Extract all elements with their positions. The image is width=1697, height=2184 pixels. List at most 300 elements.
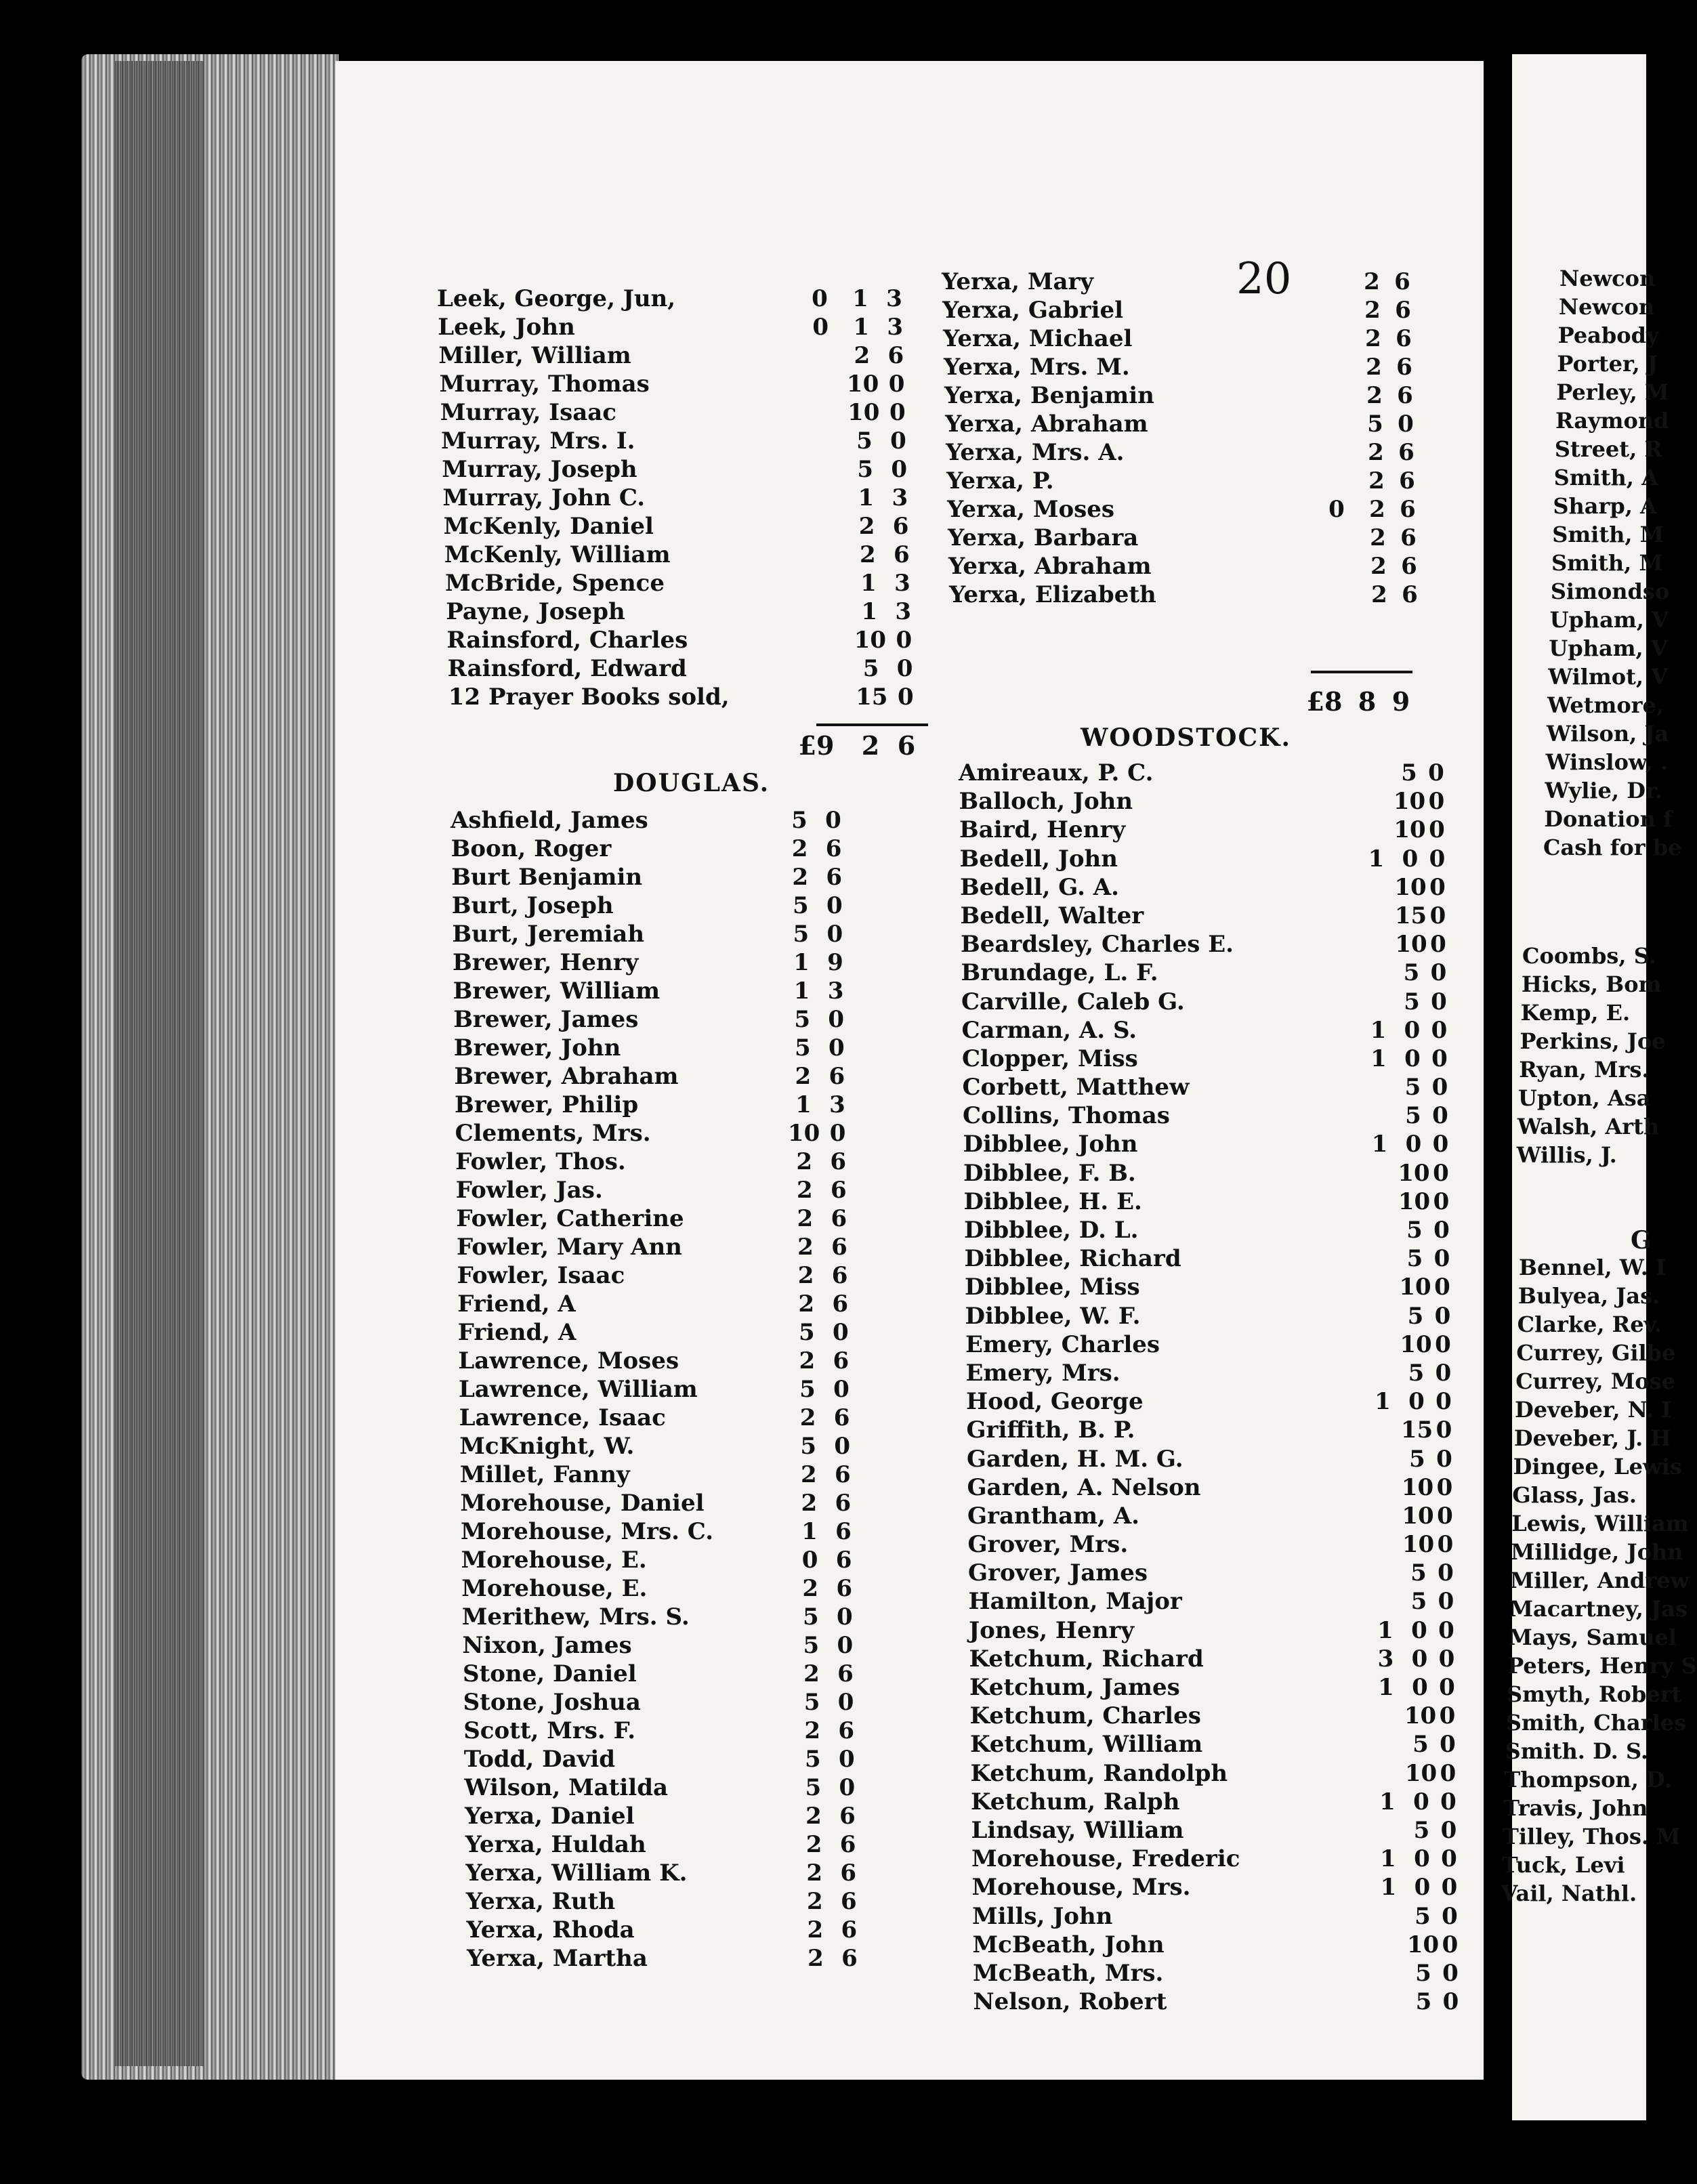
facing-page-name: Hicks, Bom: [1521, 971, 1662, 997]
amount-shillings: 1: [858, 484, 875, 511]
amount-pence: 0: [829, 1120, 846, 1147]
facing-page-name: Lewis, William: [1511, 1511, 1689, 1536]
subscriber-row: [964, 1244, 1450, 1273]
left-page: [335, 61, 1484, 2080]
amount-shillings: 10: [787, 1120, 820, 1147]
amount-pence: 0: [1398, 411, 1414, 438]
amount-pence: 3: [886, 285, 902, 312]
facing-page-name: Cash for be: [1543, 835, 1682, 860]
amount-pence: 3: [887, 314, 904, 341]
subscriber-name: Murray, Isaac: [440, 399, 616, 426]
amount-shillings: 10: [1406, 1931, 1440, 1958]
facing-page-heading: G: [1631, 1226, 1653, 1255]
amount-pence: 6: [892, 513, 909, 540]
total-shillings: 2: [861, 730, 880, 761]
subscriber-row: [960, 902, 1446, 930]
amount-shillings: 2: [805, 1803, 822, 1830]
subscriber-row: [969, 1645, 1455, 1673]
amount-pence: 6: [835, 1518, 852, 1545]
amount-shillings: 10: [1401, 1473, 1434, 1501]
amount-shillings: 0: [1413, 1788, 1429, 1815]
amount-shillings: 10: [1402, 1531, 1435, 1559]
facing-page-name: Peabody: [1557, 322, 1659, 348]
amount-shillings: 5: [804, 1746, 821, 1773]
amount-pence: 0: [1442, 1931, 1459, 1958]
facing-page-name: Coombs, S.: [1522, 943, 1656, 969]
amount-pounds: 1: [1377, 1616, 1394, 1644]
amount-pence: 6: [1402, 581, 1418, 608]
amount-pence: 6: [836, 1575, 853, 1602]
amount-pence: 6: [835, 1547, 852, 1574]
amount-shillings: 0: [1414, 1845, 1430, 1873]
facing-page: [1501, 54, 1697, 2120]
amount-shillings: 5: [794, 1006, 811, 1033]
subscriber-row: [967, 1530, 1454, 1559]
amount-shillings: 5: [793, 921, 810, 948]
subscriber-name: Corbett, Matthew: [962, 1074, 1190, 1101]
subscriber-name: Nixon, James: [462, 1632, 632, 1659]
facing-page-name: Ryan, Mrs.: [1519, 1057, 1650, 1083]
subscriber-name: Yerxa, Gabriel: [942, 297, 1124, 324]
amount-shillings: 2: [800, 1461, 817, 1488]
subscriber-row: [973, 1988, 1459, 2016]
amount-shillings: 2: [798, 1290, 815, 1318]
subscriber-row: [442, 484, 908, 512]
amount-pence: 0: [1433, 1217, 1450, 1244]
section-heading-woodstock: WOODSTOCK.: [1081, 723, 1291, 752]
amount-pounds: 0: [812, 314, 829, 341]
subscriber-row: [971, 1845, 1457, 1873]
subscriber-row: [465, 1830, 938, 1859]
amount-pence: 6: [1396, 354, 1412, 381]
amount-pence: 0: [1439, 1674, 1455, 1701]
amount-pence: 0: [836, 1603, 853, 1631]
amount-pounds: 1: [1371, 1131, 1388, 1158]
amount-shillings: 2: [1370, 553, 1387, 580]
amount-pence: 0: [1431, 988, 1447, 1015]
facing-page-name: Perley, M: [1556, 379, 1669, 405]
amount-shillings: 2: [1365, 325, 1381, 352]
amount-shillings: 2: [1364, 297, 1381, 324]
amount-pence: 0: [1436, 1445, 1452, 1473]
subscriber-column-right: [942, 268, 1418, 609]
amount-pence: 0: [1438, 1559, 1454, 1587]
amount-pence: 6: [841, 1916, 858, 1944]
facing-page-name: Deveber, J. H: [1513, 1425, 1671, 1451]
amount-pence: 6: [834, 1461, 851, 1488]
subscriber-row: [944, 381, 1413, 410]
subscriber-row: [943, 324, 1412, 353]
subscriber-name: Ketchum, Ralph: [971, 1788, 1180, 1815]
amount-shillings: 10: [1394, 816, 1426, 844]
subscriber-name: Ashfield, James: [451, 807, 648, 834]
amount-pence: 0: [1432, 1131, 1449, 1158]
subscriber-name: Yerxa, Elizabeth: [949, 581, 1156, 608]
amount-pence: 0: [826, 892, 843, 919]
subscriber-row: [960, 873, 1446, 902]
amount-shillings: 2: [805, 1831, 822, 1858]
subscriber-name: McBeath, Mrs.: [973, 1959, 1164, 1987]
amount-shillings: 2: [795, 1063, 812, 1090]
facing-page-name: Upham, V: [1549, 635, 1668, 661]
facing-page-name: Macartney, Jas: [1509, 1596, 1688, 1622]
amount-pounds: 1: [1370, 1045, 1387, 1072]
amount-shillings: 0: [1411, 1645, 1428, 1673]
subscriber-row: [456, 1176, 938, 1204]
subscriber-row: [946, 438, 1415, 467]
facing-page-name: Smith. D. S.: [1505, 1738, 1649, 1764]
subscriber-row: [965, 1273, 1450, 1301]
subscriber-name: McKnight, W.: [459, 1433, 635, 1460]
subscriber-name: Yerxa, Daniel: [465, 1803, 635, 1830]
facing-page-list-top: [1543, 264, 1682, 862]
amount-pence: 0: [1430, 931, 1446, 959]
facing-page-name: Millidge, John: [1511, 1539, 1683, 1565]
subscriber-name: Ketchum, Randolph: [970, 1759, 1228, 1787]
facing-page-name: Perkins, Joe: [1520, 1028, 1666, 1054]
subscriber-row: [944, 353, 1412, 381]
amount-shillings: 5: [794, 1034, 811, 1062]
book-spine-shadow: [115, 61, 203, 2066]
subscriber-row: [459, 1404, 938, 1432]
amount-pence: 0: [890, 427, 906, 455]
amount-shillings: 2: [806, 1860, 823, 1887]
subscriber-row: [464, 1745, 938, 1773]
amount-shillings: 10: [1404, 1702, 1437, 1730]
subscriber-name: Dibblee, Richard: [964, 1245, 1181, 1273]
amount-shillings: 0: [801, 1547, 818, 1574]
subscriber-row: [962, 1045, 1448, 1073]
amount-shillings: 5: [805, 1774, 822, 1801]
subscriber-name: Lawrence, Isaac: [459, 1404, 666, 1431]
amount-pence: 0: [1442, 1988, 1459, 2016]
subscriber-row: [968, 1587, 1454, 1616]
subscriber-row: [438, 313, 904, 341]
amount-pence: 6: [1396, 325, 1412, 352]
facing-page-name: Wylie, Dr.: [1545, 778, 1662, 803]
subscriber-name: Yerxa, Abraham: [945, 411, 1148, 438]
subscriber-row: [959, 816, 1445, 844]
subscriber-row: [455, 1091, 938, 1119]
amount-shillings: 5: [1404, 1074, 1421, 1101]
subscriber-row: [946, 467, 1415, 495]
subscriber-row: [466, 1887, 938, 1916]
amount-shillings: 2: [797, 1262, 814, 1289]
amount-pence: 0: [1429, 816, 1445, 844]
facing-page-name: Walsh, Arth: [1517, 1114, 1660, 1139]
amount-shillings: 5: [1410, 1588, 1427, 1616]
subscriber-name: Brundage, L. F.: [961, 959, 1158, 987]
amount-pence: 6: [841, 1945, 858, 1972]
amount-pence: 6: [825, 835, 842, 862]
subscriber-name: Scott, Mrs. F.: [463, 1717, 636, 1744]
amount-shillings: 10: [1398, 1188, 1431, 1215]
amount-shillings: 2: [806, 1888, 823, 1915]
subscriber-row: [965, 1302, 1451, 1330]
subscriber-name: Yerxa, Barbara: [948, 524, 1139, 551]
amount-pence: 0: [891, 456, 908, 483]
page-number: 20: [1236, 254, 1292, 304]
subscriber-row: [963, 1130, 1449, 1158]
subscriber-name: Burt Benjamin: [451, 864, 643, 891]
amount-shillings: 15: [856, 684, 888, 711]
amount-pence: 6: [1401, 553, 1417, 580]
facing-page-name: Smith, A: [1553, 465, 1658, 490]
subscriber-name: Fowler, Jas.: [455, 1177, 603, 1204]
facing-page-name: Winslow, .: [1545, 749, 1669, 775]
douglas-list: [451, 806, 938, 1973]
subscriber-row: [463, 1688, 938, 1717]
subscriber-name: Yerxa, William K.: [465, 1860, 688, 1887]
subscriber-name: Dibblee, W. F.: [965, 1302, 1141, 1330]
subscriber-row: [461, 1517, 938, 1546]
amount-pence: 6: [1400, 524, 1417, 551]
subscriber-row: [942, 296, 1411, 324]
amount-shillings: 2: [803, 1660, 820, 1687]
amount-shillings: 2: [854, 342, 871, 369]
facing-page-name: Dingee, Lewis: [1513, 1454, 1682, 1479]
subscriber-name: Yerxa, Martha: [467, 1945, 648, 1972]
subscriber-row: [971, 1788, 1457, 1816]
subscriber-name: Dibblee, Miss: [965, 1274, 1140, 1301]
subscriber-row: [972, 1931, 1459, 1959]
subscriber-name: Emery, Mrs.: [965, 1359, 1120, 1387]
facing-page-name: Currey, Gilbe: [1516, 1340, 1676, 1366]
amount-shillings: 2: [807, 1916, 824, 1944]
subscriber-name: Morehouse, Daniel: [460, 1490, 705, 1517]
amount-pence: 0: [897, 684, 914, 711]
facing-page-name: Porter, J: [1557, 351, 1658, 377]
subscriber-name: Yerxa, Abraham: [948, 553, 1152, 580]
amount-pence: 0: [837, 1689, 854, 1716]
amount-pence: 6: [840, 1860, 857, 1887]
subscriber-row: [959, 759, 1444, 787]
total-rule-left: [816, 723, 928, 726]
subscriber-row: [964, 1216, 1450, 1244]
amount-shillings: 2: [1368, 439, 1384, 466]
subscriber-name: Carville, Caleb G.: [961, 988, 1185, 1015]
total-rule-right: [1311, 671, 1412, 673]
subscriber-row: [451, 806, 938, 835]
amount-shillings: 2: [804, 1717, 821, 1744]
subscriber-name: Rainsford, Charles: [446, 627, 688, 654]
subscriber-row: [973, 1959, 1459, 1988]
subscriber-name: Burt, Jeremiah: [452, 921, 645, 948]
subscriber-row: [961, 930, 1446, 959]
amount-shillings: 2: [799, 1347, 816, 1374]
subscriber-name: Morehouse, Mrs.: [971, 1874, 1191, 1902]
subscriber-row: [461, 1546, 938, 1574]
subscriber-name: Ketchum, Charles: [969, 1702, 1201, 1730]
subscriber-name: Murray, Thomas: [439, 371, 650, 398]
amount-pence: 0: [839, 1774, 856, 1801]
amount-shillings: 10: [846, 371, 879, 398]
subscriber-row: [966, 1416, 1452, 1444]
total-pounds: £9: [798, 730, 835, 761]
subscriber-row: [942, 268, 1410, 296]
facing-page-name: Wilmot, V: [1548, 664, 1668, 690]
total-pounds: £8: [1306, 686, 1343, 717]
subscriber-row: [948, 552, 1417, 581]
amount-pence: 0: [1436, 1416, 1452, 1444]
subscriber-name: Stone, Daniel: [463, 1660, 637, 1687]
facing-page-name: Wetmore,: [1547, 692, 1664, 718]
subscriber-row: [971, 1873, 1458, 1902]
amount-shillings: 5: [1410, 1559, 1427, 1587]
subscriber-name: McKenly, William: [444, 541, 671, 568]
amount-pence: 3: [892, 484, 908, 511]
facing-page-name: Glass, Jas.: [1512, 1482, 1637, 1508]
subscriber-name: Burt, Joseph: [451, 892, 614, 919]
amount-shillings: 5: [1408, 1359, 1425, 1387]
amount-pence: 0: [1438, 1588, 1454, 1616]
subscriber-row: [451, 835, 938, 863]
amount-pence: 0: [1441, 1845, 1457, 1873]
subscriber-row: [959, 845, 1446, 873]
facing-page-name: Miller, Andrew: [1509, 1568, 1690, 1593]
amount-shillings: 0: [1408, 1388, 1425, 1416]
amount-shillings: 2: [859, 541, 876, 568]
amount-shillings: 5: [1413, 1816, 1430, 1844]
amount-shillings: 1: [852, 285, 868, 312]
amount-pounds: 1: [1380, 1845, 1396, 1873]
subscriber-name: Leek, John: [438, 314, 575, 341]
facing-page-name: Sharp, A: [1553, 493, 1657, 519]
amount-shillings: 0: [1414, 1874, 1431, 1902]
amount-pence: 0: [1433, 1188, 1450, 1215]
subscriber-row: [463, 1660, 938, 1688]
amount-pence: 0: [1439, 1702, 1456, 1730]
amount-pence: 0: [1440, 1731, 1456, 1759]
subscriber-name: Clements, Mrs.: [455, 1120, 651, 1147]
amount-pence: 0: [1429, 873, 1446, 901]
subscriber-row: [945, 410, 1414, 438]
amount-shillings: 5: [1404, 988, 1420, 1015]
amount-shillings: 5: [1409, 1445, 1425, 1473]
amount-pence: 0: [1429, 902, 1446, 929]
amount-shillings: 10: [1394, 873, 1427, 901]
amount-shillings: 10: [1400, 1330, 1432, 1358]
amount-pence: 6: [1400, 496, 1416, 523]
subscriber-name: Rainsford, Edward: [447, 655, 687, 682]
amount-shillings: 5: [1407, 1302, 1424, 1330]
amount-shillings: 0: [1405, 1131, 1422, 1158]
amount-shillings: 0: [1402, 845, 1419, 873]
facing-page-name: Wilson, Ja: [1546, 721, 1669, 747]
subscriber-name: Miller, William: [438, 342, 631, 369]
amount-pence: 0: [1433, 1159, 1449, 1187]
subscriber-name: Baird, Henry: [959, 816, 1126, 844]
subscriber-row: [971, 1816, 1457, 1845]
subscriber-row: [969, 1616, 1454, 1645]
amount-pence: 0: [828, 1006, 845, 1033]
facing-page-name: Street, R: [1554, 436, 1662, 462]
amount-pence: 0: [1436, 1473, 1453, 1501]
woodstock-list: [959, 759, 1459, 2016]
subscriber-name: McBride, Spence: [445, 570, 665, 597]
amount-pence: 0: [1434, 1274, 1450, 1301]
amount-shillings: 1: [861, 598, 878, 625]
subscriber-name: Lawrence, William: [459, 1376, 698, 1403]
amount-shillings: 2: [799, 1404, 816, 1431]
subscriber-name: Morehouse, E.: [461, 1547, 647, 1574]
amount-pence: 6: [833, 1347, 850, 1374]
subscriber-row: [464, 1773, 938, 1802]
subscriber-name: Dibblee, John: [963, 1131, 1138, 1158]
subscriber-name: Fowler, Mary Ann: [457, 1234, 682, 1261]
amount-shillings: 1: [793, 978, 810, 1005]
amount-shillings: 2: [791, 835, 808, 862]
amount-shillings: 5: [802, 1603, 819, 1631]
subscriber-row: [446, 626, 913, 654]
subscriber-row: [967, 1445, 1452, 1473]
subscriber-row: [465, 1859, 938, 1887]
amount-pence: 6: [832, 1290, 849, 1318]
amount-pence: 0: [1437, 1531, 1454, 1559]
subscriber-row: [447, 654, 913, 683]
amount-pence: 0: [1429, 845, 1446, 873]
amount-shillings: 0: [1412, 1674, 1428, 1701]
subscriber-name: Morehouse, Frederic: [971, 1845, 1240, 1873]
amount-pence: 6: [837, 1660, 854, 1687]
total-row-right: [1304, 688, 1440, 716]
amount-pence: 0: [896, 627, 913, 654]
subscriber-name: Grantham, A.: [967, 1502, 1140, 1530]
amount-shillings: 1: [853, 314, 870, 341]
subscriber-name: Morehouse, E.: [461, 1575, 648, 1602]
facing-page-name: Kemp, E.: [1520, 1000, 1631, 1026]
amount-shillings: 10: [854, 627, 887, 654]
subscriber-name: Dibblee, H. E.: [963, 1188, 1142, 1215]
subscriber-row: [949, 581, 1418, 609]
subscriber-row: [462, 1631, 938, 1660]
subscriber-row: [963, 1159, 1449, 1188]
amount-shillings: 5: [856, 427, 873, 455]
subscriber-row: [965, 1359, 1452, 1387]
subscriber-row: [462, 1603, 938, 1631]
amount-shillings: 5: [803, 1632, 820, 1659]
facing-page-name: Tuck, Levi: [1501, 1852, 1625, 1878]
total-shillings: 8: [1358, 686, 1377, 717]
facing-page-name: Smith, M: [1551, 550, 1663, 576]
facing-page-name: Upton, Asa: [1518, 1085, 1651, 1111]
amount-shillings: 2: [1368, 467, 1385, 495]
amount-pence: 6: [893, 541, 910, 568]
amount-pence: 0: [1431, 1016, 1448, 1044]
amount-pence: 6: [830, 1177, 847, 1204]
subscriber-row: [969, 1702, 1456, 1730]
amount-pence: 0: [1431, 1074, 1448, 1101]
facing-page-name: Tilley, Thos. M: [1503, 1824, 1681, 1849]
subscriber-name: Brewer, William: [453, 978, 661, 1005]
total-pence: 9: [1391, 686, 1410, 717]
facing-page-name: Smith, Charles: [1505, 1710, 1687, 1736]
subscriber-name: Brewer, Henry: [453, 949, 639, 976]
subscriber-row: [453, 948, 938, 977]
amount-shillings: 10: [1402, 1502, 1434, 1530]
subscriber-name: Friend, A: [457, 1290, 576, 1318]
subscriber-row: [445, 569, 910, 597]
amount-pence: 0: [1440, 1788, 1457, 1815]
subscriber-name: Jones, Henry: [969, 1616, 1135, 1644]
amount-shillings: 5: [1415, 1959, 1431, 1987]
amount-shillings: 5: [1367, 411, 1383, 438]
amount-shillings: 1: [795, 1091, 812, 1118]
amount-pounds: 1: [1368, 845, 1385, 873]
subscriber-name: Yerxa, P.: [946, 467, 1054, 495]
amount-shillings: 2: [1370, 524, 1386, 551]
amount-pence: 0: [834, 1433, 851, 1460]
